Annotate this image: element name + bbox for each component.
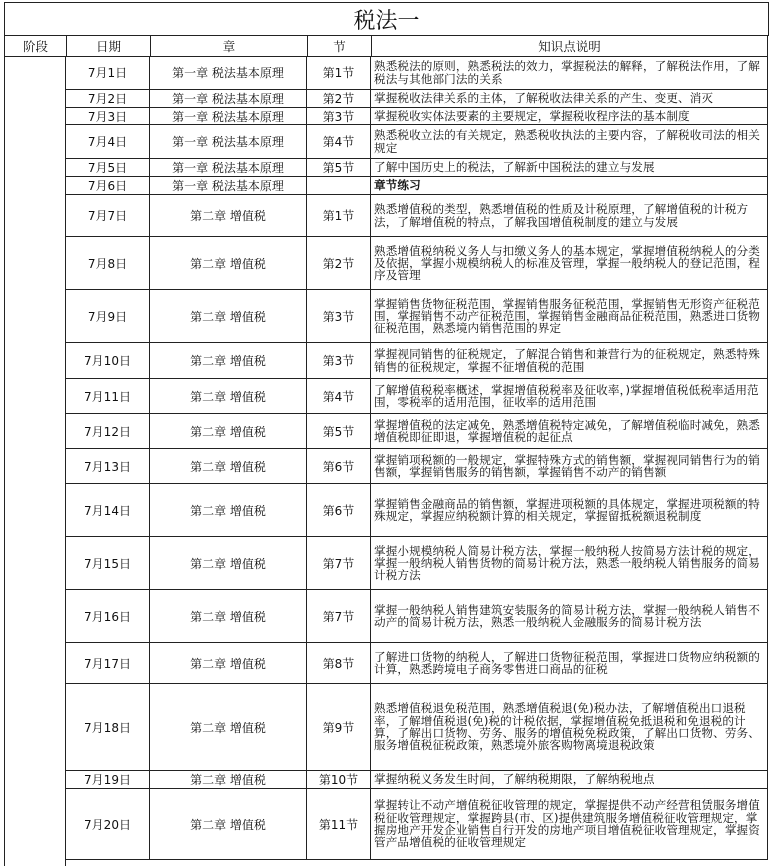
section-cell-text: 第6节 [322, 459, 355, 474]
table-row [66, 484, 768, 537]
chapter-cell-text: 第一章 税法基本原理 [172, 109, 284, 124]
section-cell[interactable] [307, 56, 371, 89]
table-row [66, 56, 768, 90]
description-cell-text: 熟悉增值税退免税范围，熟悉增值税退(免)税办法，了解增值税出口退税率，了解增值税退(免)税的计税依据，掌握增值税免抵退税和免退税的计算，了解出口货物、劳务、服务的增值税免税政策，了解出口货物、劳务、服务增值税征税政策，熟悉境外旅客购物离境退税政策 [374, 701, 760, 753]
description-cell-text: 熟悉税收立法的有关规定，熟悉税收执法的主要内容，了解税收司法的相关规定 [374, 128, 760, 155]
date-cell[interactable] [66, 484, 150, 536]
section-cell[interactable] [307, 125, 371, 158]
section-cell-text: 第9节 [322, 720, 355, 735]
table-row [66, 90, 768, 108]
section-cell[interactable] [307, 789, 371, 859]
table-row [66, 195, 768, 237]
date-cell[interactable] [66, 90, 150, 107]
description-cell-text: 掌握纳税义务发生时间，了解纳税期限，了解纳税地点 [374, 772, 655, 787]
section-cell-text: 第8节 [322, 656, 355, 671]
date-cell-text: 7月7日 [87, 209, 128, 223]
chapter-cell[interactable] [150, 343, 307, 378]
date-cell[interactable] [66, 414, 150, 448]
chapter-cell-text: 第二章 增值税 [190, 389, 266, 404]
section-cell[interactable] [307, 771, 371, 788]
section-cell-text: 第5节 [322, 424, 355, 439]
date-cell[interactable] [66, 177, 150, 194]
description-cell[interactable] [371, 684, 768, 770]
chapter-cell-text: 第一章 税法基本原理 [172, 135, 284, 149]
section-cell[interactable] [307, 684, 371, 770]
table-row [66, 414, 768, 449]
chapter-cell[interactable] [150, 537, 307, 589]
section-cell-text: 第4节 [322, 389, 355, 404]
chapter-cell[interactable] [150, 414, 307, 448]
header-stage[interactable]: 阶段 [4, 36, 66, 56]
description-cell[interactable] [371, 789, 768, 859]
description-cell-text: 了解进口货物的纳税人，了解进口货物征税范围，掌握进口货物应纳税额的计算，熟悉跨境电子商务零售进口商品的征税 [374, 649, 760, 676]
date-cell-text: 7月18日 [84, 720, 131, 735]
table-row [66, 771, 768, 789]
date-cell-text: 7月1日 [87, 66, 128, 80]
description-cell[interactable] [371, 195, 768, 236]
section-cell-text: 第6节 [322, 503, 355, 518]
section-cell[interactable] [307, 643, 371, 683]
date-cell-text: 7月5日 [87, 161, 128, 175]
section-cell-text: 第2节 [322, 92, 355, 106]
section-cell-text: 第11节 [318, 817, 359, 832]
description-cell-text: 掌握视同销售的征税规定，了解混合销售和兼营行为的征税规定，熟悉特殊销售的征税规定，掌握不征增值税的范围 [374, 347, 760, 374]
description-cell-text: 掌握增值税的法定减免，熟悉增值税特定减免，了解增值税临时减免，熟悉增值税即征即退，掌握增值税的起征点 [374, 417, 760, 444]
section-cell[interactable] [307, 90, 371, 107]
table-row [66, 449, 768, 484]
section-cell[interactable] [307, 449, 371, 483]
chapter-cell-text: 第二章 增值税 [190, 720, 266, 735]
description-cell[interactable] [371, 125, 768, 158]
description-cell-text: 掌握税收法律关系的主体，了解税收法律关系的产生、变更、消灭 [374, 91, 714, 106]
description-cell-text: 熟悉增值税纳税义务人与扣缴义务人的基本规定，掌握增值税纳税人的分类及依据，掌握小规模纳税人的标准及管理，掌握一般纳税人的登记范围，程序及管理 [374, 243, 760, 283]
chapter-cell-text: 第二章 增值税 [190, 773, 266, 787]
chapter-cell-text: 第二章 增值税 [190, 459, 266, 474]
date-cell[interactable] [66, 789, 150, 859]
chapter-cell-text: 第二章 增值税 [190, 556, 266, 571]
table-row [66, 379, 768, 414]
chapter-cell[interactable] [150, 771, 307, 788]
section-cell-text: 第1节 [322, 209, 355, 223]
stage-merged-cell[interactable] [4, 56, 66, 866]
table-row [66, 159, 768, 177]
date-cell-text: 7月10日 [84, 354, 131, 368]
description-cell[interactable] [371, 484, 768, 536]
date-cell[interactable] [66, 590, 150, 642]
header-chapter[interactable]: 章 [150, 36, 307, 56]
section-cell-text: 第5节 [322, 161, 355, 175]
date-cell[interactable] [66, 195, 150, 236]
chapter-cell[interactable] [150, 195, 307, 236]
description-cell[interactable] [371, 449, 768, 483]
table-row [66, 125, 768, 159]
chapter-cell[interactable] [150, 237, 307, 289]
table-row [66, 590, 768, 643]
section-cell[interactable] [307, 414, 371, 448]
description-cell-text: 掌握销项税额的一般规定，掌握特殊方式的销售额，掌握视同销售行为的销售额，掌握销售服务的销售额，掌握销售不动产的销售额 [374, 452, 760, 479]
chapter-cell-text: 第二章 增值税 [190, 354, 266, 368]
section-cell-text: 第3节 [322, 309, 355, 324]
table-row [66, 684, 768, 771]
chapter-cell-text: 第二章 增值税 [190, 817, 266, 832]
chapter-cell-text: 第二章 增值税 [190, 209, 266, 223]
chapter-cell-text: 第一章 税法基本原理 [172, 66, 284, 80]
description-cell-text: 掌握一般纳税人销售建筑安装服务的简易计税方法，掌握一般纳税人销售不动产的简易计税方法，熟悉一般纳税人金融服务的简易计税方法 [374, 602, 760, 629]
chapter-cell[interactable] [150, 90, 307, 107]
section-cell-text: 第2节 [322, 256, 355, 271]
chapter-cell[interactable] [150, 789, 307, 859]
chapter-cell[interactable] [150, 590, 307, 642]
table-row [66, 290, 768, 343]
date-cell[interactable] [66, 343, 150, 378]
header-row [4, 35, 768, 57]
table-row [66, 108, 768, 125]
chapter-cell[interactable] [150, 379, 307, 413]
table-row [66, 343, 768, 379]
section-cell-text: 第10节 [318, 773, 359, 787]
section-cell[interactable] [307, 343, 371, 378]
section-cell[interactable] [307, 159, 371, 176]
section-cell-text: 第4节 [322, 135, 355, 149]
date-cell[interactable] [66, 771, 150, 788]
section-cell[interactable] [307, 108, 371, 124]
date-cell-text: 7月14日 [84, 503, 131, 518]
chapter-cell-text: 第一章 税法基本原理 [172, 92, 284, 106]
date-cell-text: 7月9日 [87, 309, 128, 324]
table-row [66, 177, 768, 195]
section-cell-text: 第3节 [322, 354, 355, 368]
date-cell[interactable] [66, 159, 150, 176]
section-cell[interactable] [307, 590, 371, 642]
table-row [66, 789, 768, 860]
chapter-cell-text: 第一章 税法基本原理 [172, 179, 284, 193]
date-cell-text: 7月15日 [84, 556, 131, 571]
section-cell[interactable] [307, 237, 371, 289]
date-cell-text: 7月6日 [87, 179, 128, 193]
header-date[interactable]: 日期 [66, 36, 150, 56]
chapter-cell-text: 第一章 税法基本原理 [172, 161, 284, 175]
chapter-cell-text: 第二章 增值税 [190, 609, 266, 624]
date-cell[interactable] [66, 290, 150, 342]
description-cell[interactable] [371, 537, 768, 589]
date-cell[interactable] [66, 379, 150, 413]
chapter-cell-text: 第二章 增值税 [190, 503, 266, 518]
header-description[interactable]: 知识点说明 [371, 36, 768, 56]
date-cell-text: 7月11日 [84, 389, 131, 404]
chapter-cell-text: 第二章 增值税 [190, 256, 266, 271]
section-cell[interactable] [307, 537, 371, 589]
chapter-cell[interactable] [150, 484, 307, 536]
date-cell-text: 7月16日 [84, 609, 131, 624]
description-cell-text: 掌握销售货物征税范围，掌握销售服务征税范围，掌握销售无形资产征税范围，掌握销售不动产征税范围，掌握销售金融商品征税范围，熟悉进口货物征税范围，熟悉境内销售范围的界定 [374, 296, 760, 336]
section-cell-text: 第3节 [322, 109, 355, 124]
chapter-cell-text: 第二章 增值税 [190, 309, 266, 324]
table-row [66, 237, 768, 290]
sheet-title[interactable]: 税法一 [4, 2, 769, 36]
chapter-cell[interactable] [150, 159, 307, 176]
description-cell[interactable] [371, 590, 768, 642]
date-cell[interactable] [66, 684, 150, 770]
section-cell[interactable] [307, 379, 371, 413]
date-cell-text: 7月13日 [84, 459, 131, 474]
section-cell[interactable] [307, 290, 371, 342]
description-cell-text: 掌握转让不动产增值税征收管理的规定，掌握提供不动产经营租赁服务增值税征收管理规定，掌握跨县(市、区)提供建筑服务增值税征收管理规定，掌握房地产开发企业销售自行开发的房地产项目增值税征收管理规定，掌握资管产品增值税的征收管理规定 [374, 798, 760, 850]
description-cell-text: 了解中国历史上的税法，了解新中国税法的建立与发展 [374, 160, 655, 175]
date-cell-text: 7月19日 [84, 773, 131, 787]
date-cell[interactable] [66, 125, 150, 158]
date-cell[interactable] [66, 537, 150, 589]
date-cell-text: 7月12日 [84, 424, 131, 439]
chapter-cell[interactable] [150, 643, 307, 683]
chapter-cell-text: 第二章 增值税 [190, 424, 266, 439]
description-cell-text: 掌握销售金融商品的销售额，掌握进项税额的具体规定，掌握进项税额的特殊规定，掌握应纳税额计算的相关规定，掌握留抵税额退税制度 [374, 496, 760, 523]
section-cell[interactable] [307, 195, 371, 236]
date-cell-text: 7月20日 [84, 817, 131, 832]
date-cell[interactable] [66, 237, 150, 289]
chapter-cell[interactable] [150, 125, 307, 158]
description-cell[interactable] [371, 379, 768, 413]
date-cell[interactable] [66, 643, 150, 683]
description-cell[interactable] [371, 90, 768, 107]
description-cell[interactable] [371, 177, 768, 194]
chapter-cell[interactable] [150, 108, 307, 124]
description-cell[interactable] [371, 159, 768, 176]
description-cell[interactable] [371, 414, 768, 448]
header-section[interactable]: 节 [307, 36, 371, 56]
description-cell[interactable] [371, 771, 768, 788]
description-cell-text: 掌握税收实体法要素的主要规定，掌握税收程序法的基本制度 [374, 108, 690, 123]
chapter-cell[interactable] [150, 684, 307, 770]
description-cell-text: 了解增值税税率概述，掌握增值税税率及征收率，)掌握增值税低税率适用范围，零税率的适用范围，征收率的适用范围 [374, 382, 759, 409]
date-cell-text: 7月3日 [87, 109, 128, 124]
date-cell[interactable] [66, 449, 150, 483]
description-cell[interactable] [371, 643, 768, 683]
date-cell[interactable] [66, 108, 150, 124]
chapter-cell[interactable] [150, 290, 307, 342]
date-cell-text: 7月2日 [87, 92, 128, 106]
table-row [66, 537, 768, 590]
description-cell-text: 熟悉增值税的类型，熟悉增值税的性质及计税原理，了解增值税的计税方法，了解增值税的特点，了解我国增值税制度的建立与发展 [374, 202, 749, 229]
section-cell-text: 第7节 [322, 609, 355, 624]
chapter-cell[interactable] [150, 177, 307, 194]
date-cell-text: 7月4日 [87, 135, 128, 149]
description-cell-text: 掌握小规模纳税人简易计税方法，掌握一般纳税人按简易方法计税的规定，掌握一般纳税人销售货物的简易计税方法，熟悉一般纳税人销售服务的简易计税方法 [374, 543, 760, 583]
date-cell[interactable] [66, 56, 150, 89]
date-cell-text: 7月8日 [87, 256, 128, 271]
chapter-cell-text: 第二章 增值税 [190, 656, 266, 671]
chapter-cell[interactable] [150, 449, 307, 483]
description-cell[interactable] [371, 108, 768, 124]
description-cell[interactable] [371, 343, 768, 378]
chapter-cell[interactable] [150, 56, 307, 89]
description-cell[interactable] [371, 56, 768, 89]
table-row [66, 643, 768, 684]
section-cell[interactable] [307, 177, 371, 194]
description-cell-text: 熟悉税法的原则，熟悉税法的效力，掌握税法的解释，了解税法作用，了解税法与其他部门法的关系 [374, 59, 760, 86]
description-cell[interactable] [371, 290, 768, 342]
description-cell[interactable] [371, 237, 768, 289]
section-cell-text: 第1节 [322, 66, 355, 80]
section-cell[interactable] [307, 484, 371, 536]
description-cell-text: 章节练习 [374, 178, 421, 193]
section-cell-text: 第7节 [322, 556, 355, 571]
date-cell-text: 7月17日 [84, 656, 131, 671]
